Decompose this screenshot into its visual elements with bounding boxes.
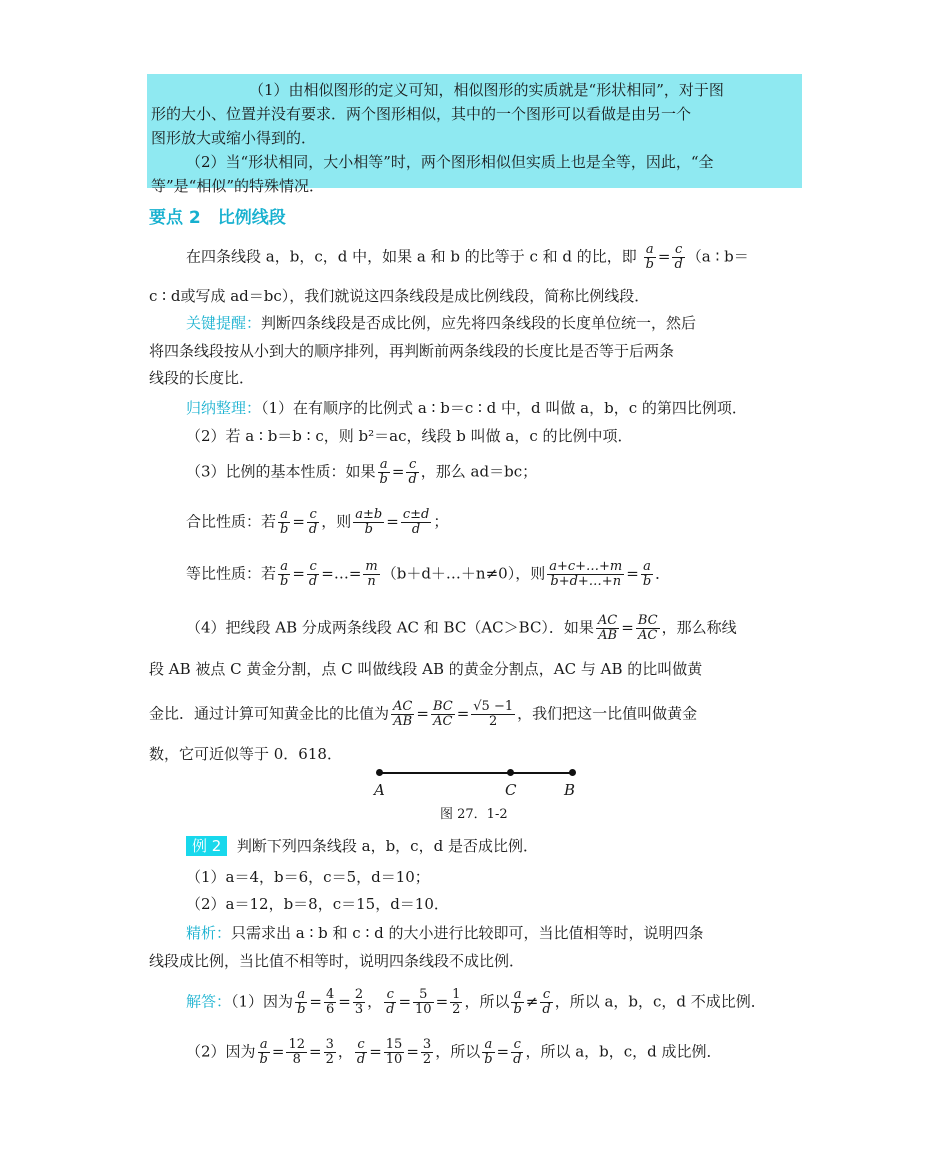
- note-line: 等”是“相似”的特殊情况．: [151, 177, 325, 195]
- fraction: $\frac{1}{2}$: [452, 987, 461, 1017]
- solution-line: （2）因为 $\frac{a}{b}$ = $\frac{12}{8}$ = $\frac{3}{2}$ ， $\frac{c}{d}$ = $\frac{15}{10}$ = $\frac{3}{2}$ ，所以 $\frac{a}{b}$ = $\frac{c}{d}$ ，所以 a，b，c，d 成比例．: [186, 1037, 722, 1067]
- golden-text: ，我们把这一比值叫做黄金: [517, 704, 698, 723]
- key-reminder-text: 判断四条线段是否成比例，应先将四条线段的长度单位统一，然后: [261, 314, 697, 332]
- analysis-line: [186, 922, 704, 943]
- solution-text: ，所以 a，b，c，d 成比例．: [525, 1042, 722, 1061]
- fraction: $\frac{15}{10}$: [385, 1037, 403, 1067]
- summary-text: ．: [655, 564, 671, 583]
- golden-line: 段 AB 被点 C 黄金分割，点 C 叫做线段 AB 的黄金分割点，AC 与 AB 的比叫做黄: [149, 660, 703, 678]
- fraction: $\frac{c\pm d}{d}$: [402, 507, 430, 537]
- solution-text: （1）因为: [231, 992, 294, 1011]
- fraction: $\frac{a+c+\dots+m}{b+d+\dots+n}$: [549, 559, 623, 589]
- fraction: $\frac{c}{d}$: [356, 1037, 366, 1067]
- note-line: （2）当“形状相同，大小相等”时，两个图形相似但实质上也是全等，因此，“全: [186, 153, 714, 171]
- section-heading: 要点 2 比例线段: [149, 208, 286, 228]
- fraction: $\frac{5}{10}$: [415, 987, 432, 1017]
- label-a: A: [374, 781, 385, 799]
- fraction: $\frac{a}{b}$: [259, 1037, 268, 1067]
- fraction: $\frac{2}{3}$: [354, 987, 364, 1017]
- golden-line: （4）把线段 AB 分成两条线段 AC 和 BC（AC＞BC）．如果 $\frac{AC}{AB}$ = $\frac{BC}{AC}$ ，那么称线: [186, 613, 737, 643]
- example-question: 判断下列四条线段 a，b，c，d 是否成比例．: [236, 837, 538, 855]
- summary-line: 合比性质：若 $\frac{a}{b}$ = $\frac{c}{d}$ ，则 $\frac{a\pm b}{b}$ = $\frac{c\pm d}{d}$ ；: [186, 507, 449, 537]
- solution-line: 解答：（1）因为 $\frac{a}{b}$ = $\frac{4}{6}$ = $\frac{2}{3}$ ， $\frac{c}{d}$ = $\frac{5}{10}$ = $\frac{1}{2}$ ，所以 $\frac{a}{b}$ ≠ $\frac{c}{d}$ ，所以 a，b，c，d 不成比例．: [186, 987, 766, 1017]
- summary-label: 归纳整理：: [186, 399, 262, 417]
- golden-text: （4）把线段 AB 分成两条线段 AC 和 BC（AC＞BC）．如果: [186, 618, 594, 637]
- summary-line: （2）若 a ∶ b＝b ∶ c，则 b²＝ac，线段 b 叫做 a，c 的比例中项．: [186, 427, 633, 445]
- solution-label: 解答：: [186, 992, 232, 1011]
- fraction: $\frac{√5 -1}{2}$: [473, 699, 514, 729]
- definition-text: 在四条线段 a，b，c，d 中，如果 a 和 b 的比等于 c 和 d 的比，即: [186, 247, 637, 266]
- key-reminder-line: 将四条线段按从小到大的顺序排列，再判断前两条线段的长度比是否等于后两条: [149, 342, 675, 360]
- label-c: C: [505, 781, 517, 799]
- fraction: $\frac{c}{d}$: [408, 457, 417, 487]
- analysis-label: 精析：: [186, 924, 232, 942]
- solution-text: （2）因为: [186, 1042, 256, 1061]
- summary-line: [186, 397, 747, 418]
- summary-text: 等比性质：若: [186, 564, 277, 583]
- analysis-line: 线段成比例，当比值不相等时，说明四条线段不成比例．: [149, 952, 525, 970]
- figure-caption: 图 27．1-2: [440, 807, 508, 822]
- fraction: $\frac{AC}{AB}$: [597, 613, 618, 643]
- definition-line: c ∶ d或写成 ad＝bc），我们就说这四条线段是成比例线段，简称比例线段．: [149, 287, 650, 305]
- golden-line: 数，它可近似等于 0．618．: [149, 745, 342, 763]
- fraction: $\frac{a}{b}$: [280, 559, 289, 589]
- point-c: [507, 769, 514, 776]
- solution-text: ，所以: [435, 1042, 481, 1061]
- note-line: （1）由相似图形的定义可知，相似图形的实质就是“形状相同”，对于图: [249, 81, 724, 99]
- summary-line: 等比性质：若 $\frac{a}{b}$ = $\frac{c}{d}$ =…= $\frac{m}{n}$ （b＋d＋…＋n≠0），则 $\frac{a+c+\dots+m}{b+d+\dots+n}$ = $\frac{a}{b}$ ．: [186, 559, 671, 589]
- fraction: $\frac{3}{2}$: [325, 1037, 334, 1067]
- fraction: $\frac{a}{b}$: [513, 987, 522, 1017]
- note-line: 形的大小、位置并没有要求．两个图形相似，其中的一个图形可以看做是由另一个: [151, 105, 692, 123]
- fraction: $\frac{m}{n}$: [365, 559, 378, 589]
- fraction: $\frac{4}{6}$: [325, 987, 335, 1017]
- fraction: $\frac{a}{b}$: [297, 987, 306, 1017]
- summary-text: ，则: [321, 512, 352, 531]
- fraction: $\frac{c}{d}$: [386, 987, 395, 1017]
- key-reminder-label: 关键提醒：: [186, 314, 262, 332]
- fraction: $\frac{BC}{AC}$: [432, 699, 453, 729]
- fraction: $\frac{c}{d}$: [513, 1037, 522, 1067]
- example-part: （2）a＝12，b＝8，c＝15，d＝10．: [186, 895, 449, 913]
- segment-ab: [379, 772, 573, 774]
- fraction: $\frac{a}{b}$: [280, 507, 289, 537]
- fraction: $\frac{3}{2}$: [422, 1037, 432, 1067]
- fraction: $\frac{a}{b}$: [484, 1037, 493, 1067]
- example-line: [186, 835, 538, 856]
- example-badge: 例 2: [186, 836, 227, 856]
- note-line: 图形放大或缩小得到的．: [151, 129, 317, 147]
- key-reminder-line: [186, 312, 696, 333]
- point-a: [376, 769, 383, 776]
- fraction: $\frac{AC}{AB}$: [393, 699, 413, 729]
- analysis-text: 只需求出 a ∶ b 和 c ∶ d 的大小进行比较即可，当比值相等时，说明四条: [231, 924, 704, 942]
- summary-text: 合比性质：若: [186, 512, 277, 531]
- golden-line: 金比．通过计算可知黄金比的比值为 $\frac{AC}{AB}$ = $\frac{BC}{AC}$ = $\frac{√5 -1}{2}$ ，我们把这一比值叫做黄金: [149, 699, 698, 729]
- definition-text: （a ∶ b＝: [686, 247, 749, 266]
- fraction: $\frac{a}{b}$: [642, 559, 652, 589]
- fraction: $\frac{BC}{AC}$: [637, 613, 658, 643]
- summary-text: （3）比例的基本性质：如果: [186, 462, 376, 481]
- fraction-c-d: $\frac{c}{d}$: [674, 242, 683, 272]
- fraction: $\frac{c}{d}$: [308, 559, 318, 589]
- fraction-a-b: $\frac{a}{b}$: [645, 242, 654, 272]
- fraction: $\frac{c}{d}$: [542, 987, 551, 1017]
- point-b: [569, 769, 576, 776]
- summary-text: （b＋d＋…＋n≠0），则: [381, 564, 546, 583]
- fraction: $\frac{a}{b}$: [379, 457, 388, 487]
- fraction: $\frac{c}{d}$: [308, 507, 318, 537]
- fraction: $\frac{a\pm b}{b}$: [355, 507, 383, 537]
- summary-text: （1）在有顺序的比例式 a ∶ b＝c ∶ d 中，d 叫做 a，b，c 的第四比例项．: [261, 399, 747, 417]
- fraction: $\frac{12}{8}$: [288, 1037, 305, 1067]
- definition-line: 在四条线段 a，b，c，d 中，如果 a 和 b 的比等于 c 和 d 的比，即 $\frac{a}{b}$ = $\frac{c}{d}$ （a ∶ b＝: [186, 242, 749, 272]
- example-part: （1）a＝4，b＝6，c＝5，d＝10；: [186, 868, 430, 886]
- golden-text: 金比．通过计算可知黄金比的比值为: [149, 704, 390, 723]
- solution-text: ，所以 a，b，c，d 不成比例．: [554, 992, 766, 1011]
- solution-text: ，所以: [464, 992, 510, 1011]
- golden-text: ，那么称线: [661, 618, 737, 637]
- summary-text: ；: [433, 512, 449, 531]
- label-b: B: [564, 781, 576, 799]
- key-reminder-line: 线段的长度比．: [149, 369, 255, 387]
- summary-text: ，那么 ad＝bc；: [420, 462, 538, 481]
- summary-line: （3）比例的基本性质：如果 $\frac{a}{b}$ = $\frac{c}{d}$ ，那么 ad＝bc；: [186, 457, 538, 487]
